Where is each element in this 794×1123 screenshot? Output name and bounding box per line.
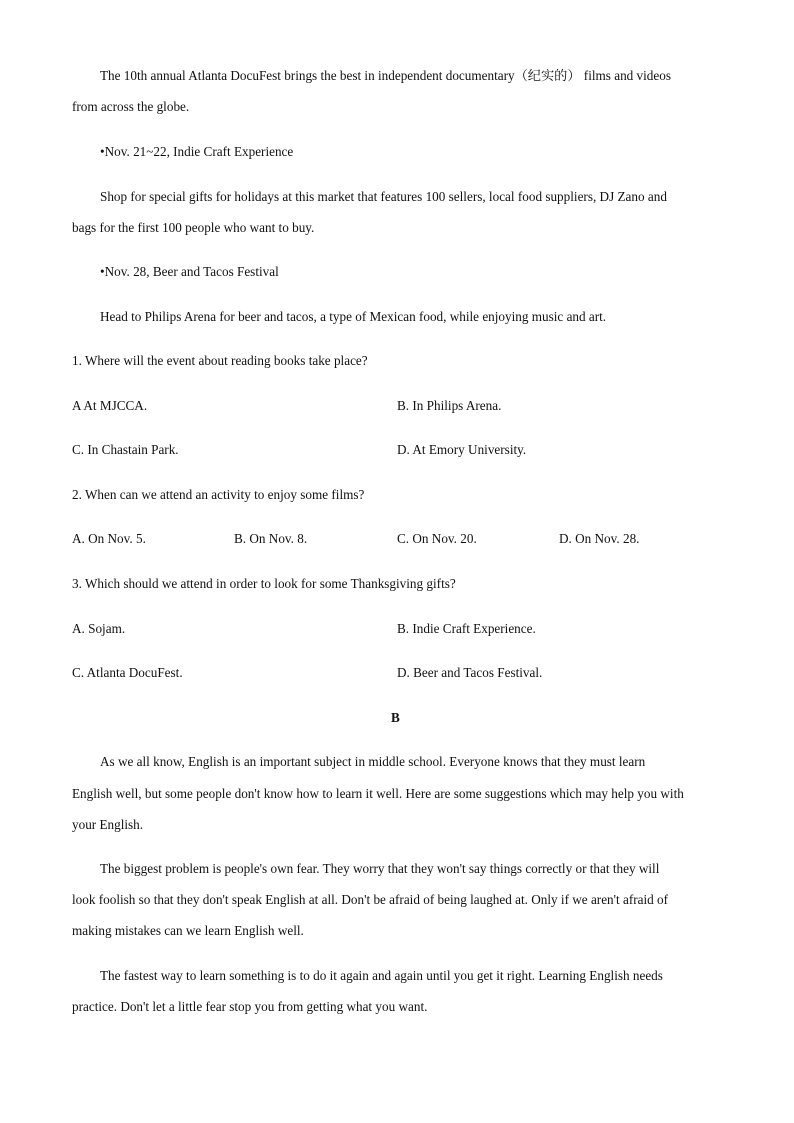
question-1-stem: 1. Where will the event about reading books take place? (72, 353, 368, 368)
event-description-line-2: bags for the first 100 people who want to buy. (72, 220, 315, 235)
paragraph-1-line-1: As we all know, English is an important subject in middle school. Everyone knows that they must learn (100, 754, 646, 769)
question-3-option-b: B. Indie Craft Experience. (397, 621, 536, 636)
question-3-option-a: A. Sojam. (72, 621, 126, 636)
question-2-option-c: C. On Nov. 20. (397, 531, 477, 546)
paragraph-1-line-3: your English. (72, 817, 144, 832)
question-3-option-c: C. Atlanta DocuFest. (72, 665, 183, 680)
event-heading-indie-craft: •Nov. 21~22, Indie Craft Experience (100, 144, 294, 159)
question-2-stem: 2. When can we attend an activity to enjoy some films? (72, 487, 365, 502)
section-b-title: B (391, 710, 400, 725)
question-1-option-b: B. In Philips Arena. (397, 398, 502, 413)
question-1-option-d: D. At Emory University. (397, 442, 527, 457)
paragraph-3-line-1: The fastest way to learn something is to do it again and again until you get it right. Learning English needs (100, 968, 663, 983)
question-2-option-b: B. On Nov. 8. (234, 531, 308, 546)
event-heading-beer-tacos: •Nov. 28, Beer and Tacos Festival (100, 264, 279, 279)
question-2-option-d: D. On Nov. 28. (559, 531, 640, 546)
question-1-option-c: C. In Chastain Park. (72, 442, 179, 457)
paragraph-1-line-2: English well, but some people don't know how to learn it well. Here are some suggestions which may help you with (72, 786, 684, 801)
question-1-option-a: A At MJCCA. (72, 398, 148, 413)
docufest-text-line-1: The 10th annual Atlanta DocuFest brings the best in independent documentary（纪实的） films and videos (100, 68, 671, 83)
question-2-option-a: A. On Nov. 5. (72, 531, 146, 546)
paragraph-3-line-2: practice. Don't let a little fear stop you from getting what you want. (72, 999, 428, 1014)
event-description-line: Head to Philips Arena for beer and tacos, a type of Mexican food, while enjoying music and art. (100, 309, 607, 324)
question-3-stem: 3. Which should we attend in order to look for some Thanksgiving gifts? (72, 576, 456, 591)
docufest-text-line-2: from across the globe. (72, 99, 190, 114)
paragraph-2-line-2: look foolish so that they don't speak English at all. Don't be afraid of being laughed at. Only if we aren't afraid of (72, 892, 669, 907)
paragraph-2-line-3: making mistakes can we learn English well. (72, 923, 304, 938)
paragraph-2-line-1: The biggest problem is people's own fear. They worry that they won't say things correctly or that they will (100, 861, 660, 876)
question-3-option-d: D. Beer and Tacos Festival. (397, 665, 543, 680)
event-description-line-1: Shop for special gifts for holidays at this market that features 100 sellers, local food suppliers, DJ Zano and (100, 189, 667, 204)
